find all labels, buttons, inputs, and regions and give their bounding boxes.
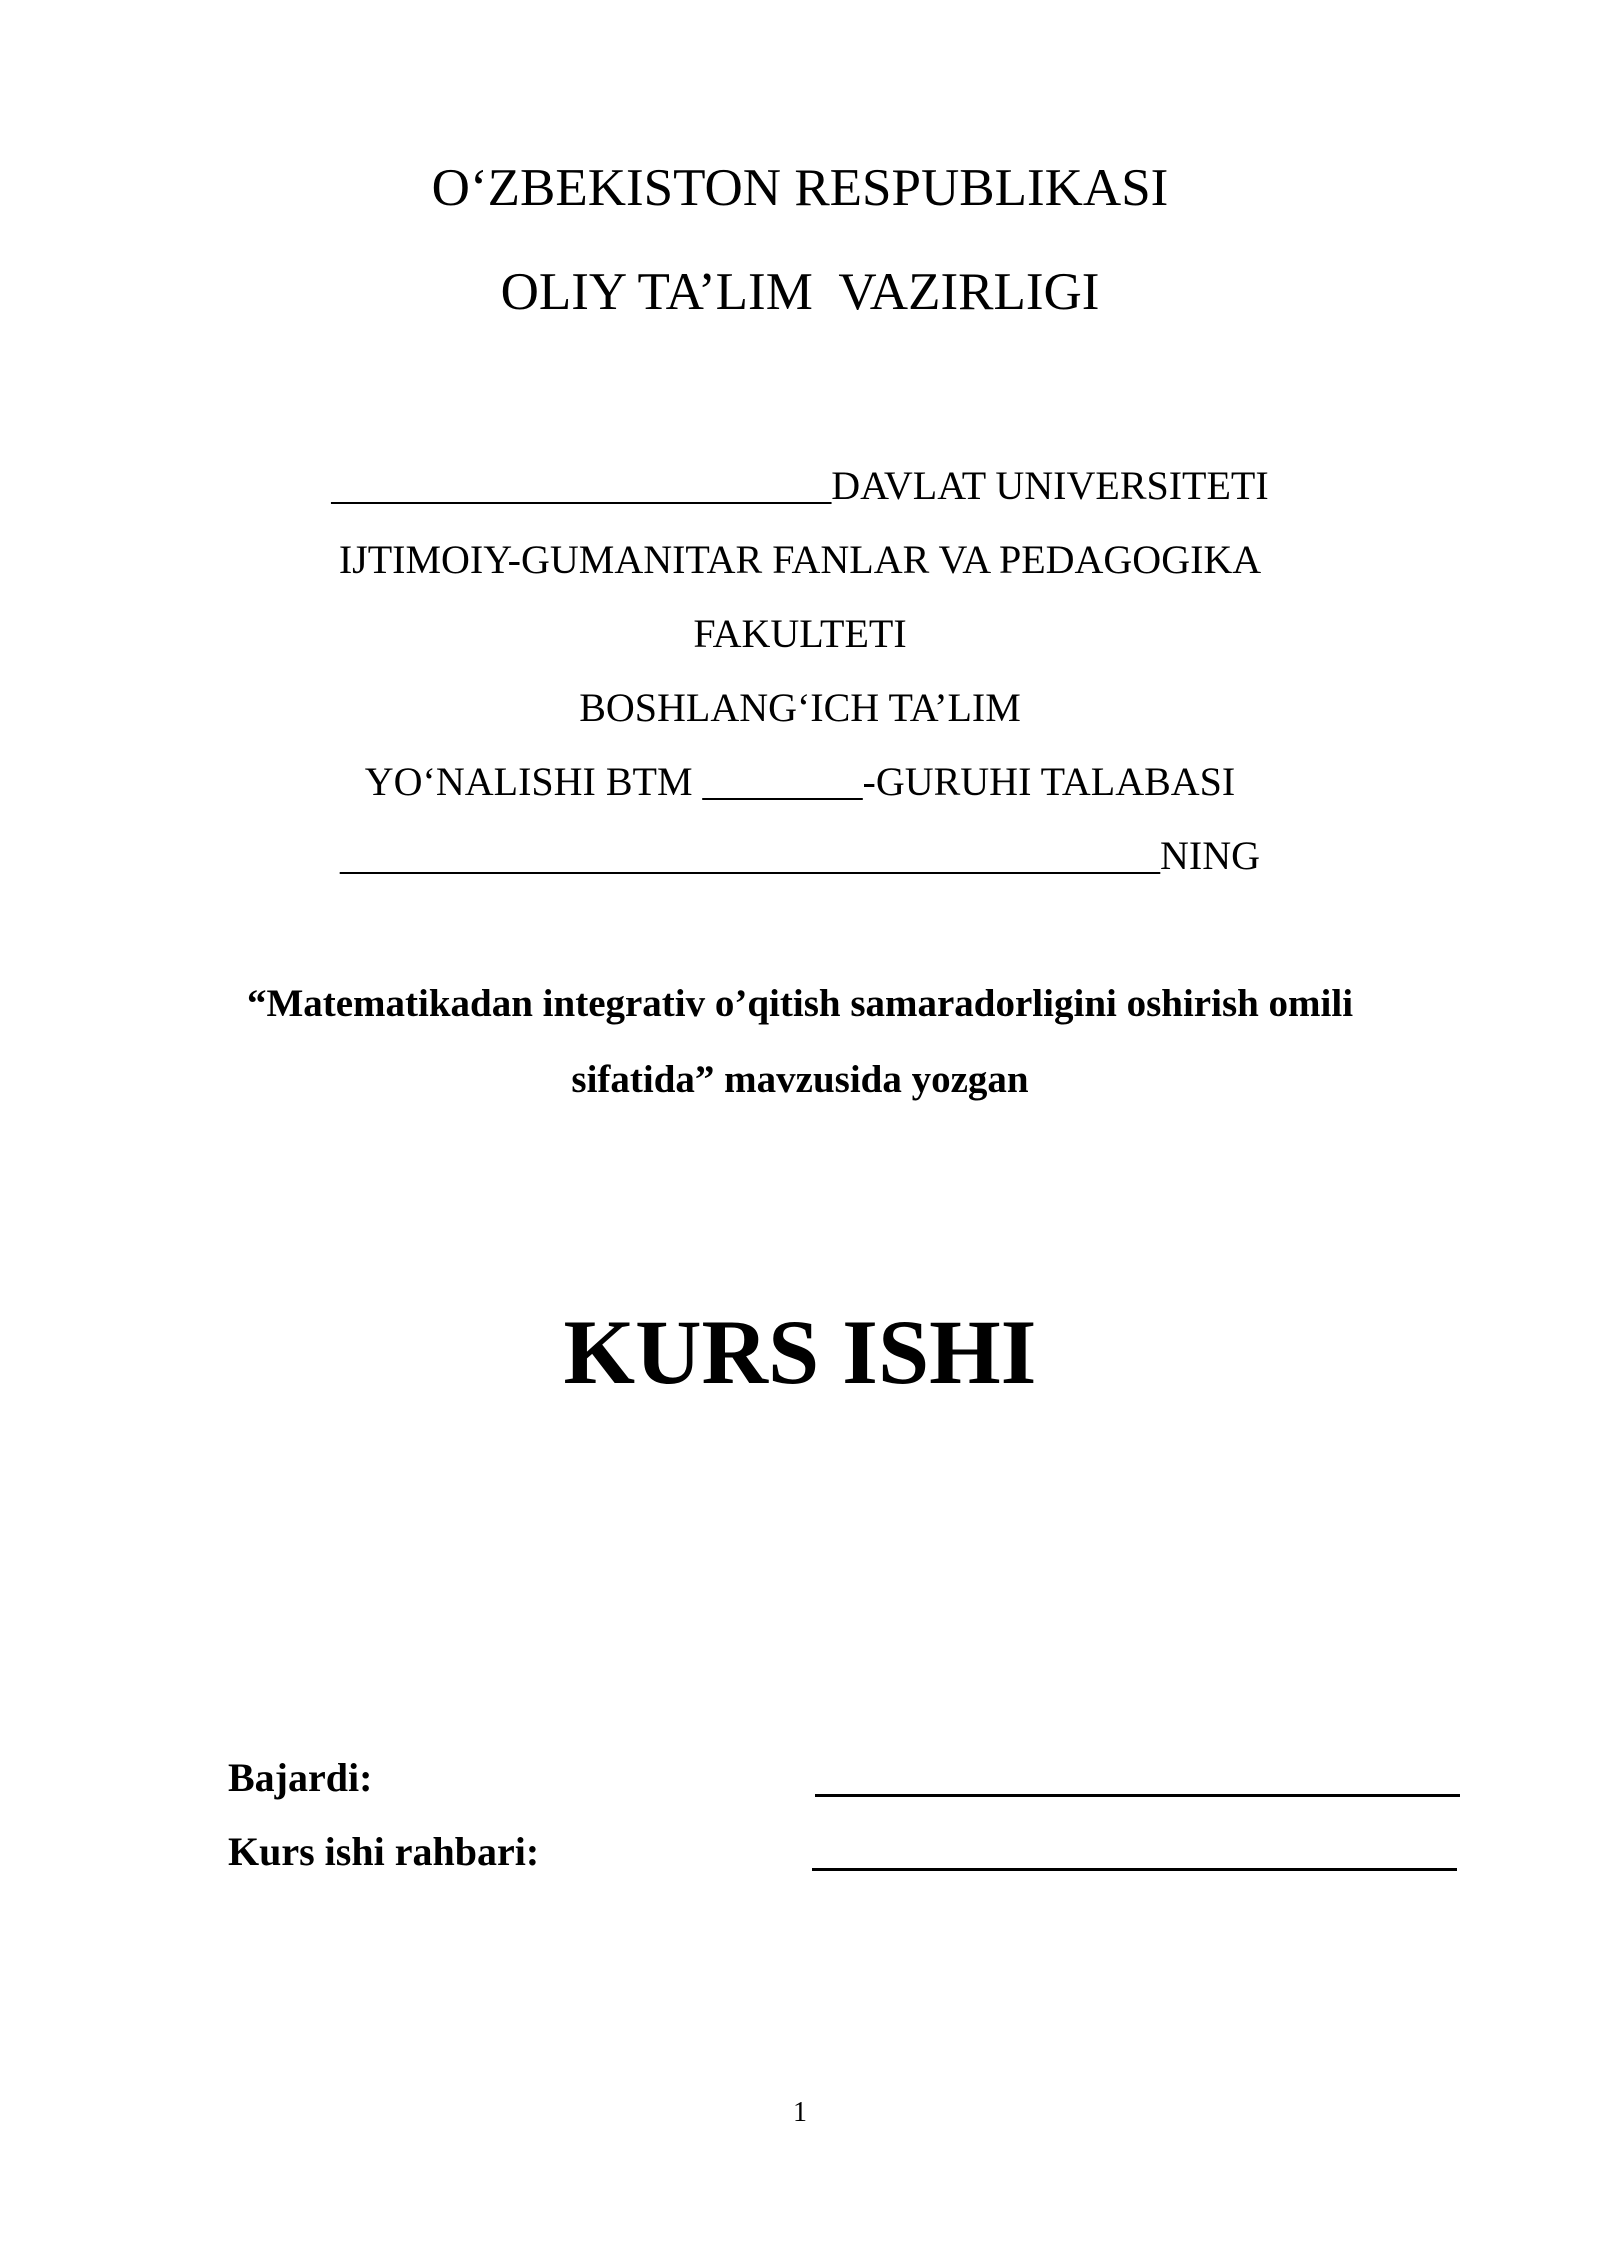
faculty-line-2: FAKULTETI	[693, 611, 907, 656]
document-title: KURS ISHI	[563, 1301, 1037, 1403]
performed-by-label: Bajardi:	[228, 1755, 373, 1800]
student-line: _________________________________________NING	[340, 833, 1260, 878]
country-heading: O‘ZBEKISTON RESPUBLIKASI	[431, 159, 1169, 217]
supervisor-label: Kurs ishi rahbari:	[228, 1829, 540, 1874]
group-line: YO‘NALISHI BTM ________-GURUHI TALABASI	[364, 759, 1236, 804]
topic-line-1: “Matematikadan integrativ o’qitish samaradorligini oshirish omili	[246, 982, 1354, 1025]
department-line: BOSHLANG‘ICH TA’LIM	[579, 685, 1021, 730]
faculty-line-1: IJTIMOIY-GUMANITAR FANLAR VA PEDAGOGIKA	[338, 537, 1262, 582]
university-line: _________________________DAVLAT UNIVERSITETI	[331, 463, 1269, 508]
page-number: 1	[793, 2097, 807, 2128]
supervisor-signature-line	[812, 1868, 1457, 1871]
topic-line-2: sifatida” mavzusida yozgan	[571, 1058, 1029, 1101]
performed-by-signature-line	[815, 1794, 1460, 1797]
ministry-heading: OLIY TA’LIM VAZIRLIGI	[500, 263, 1100, 321]
